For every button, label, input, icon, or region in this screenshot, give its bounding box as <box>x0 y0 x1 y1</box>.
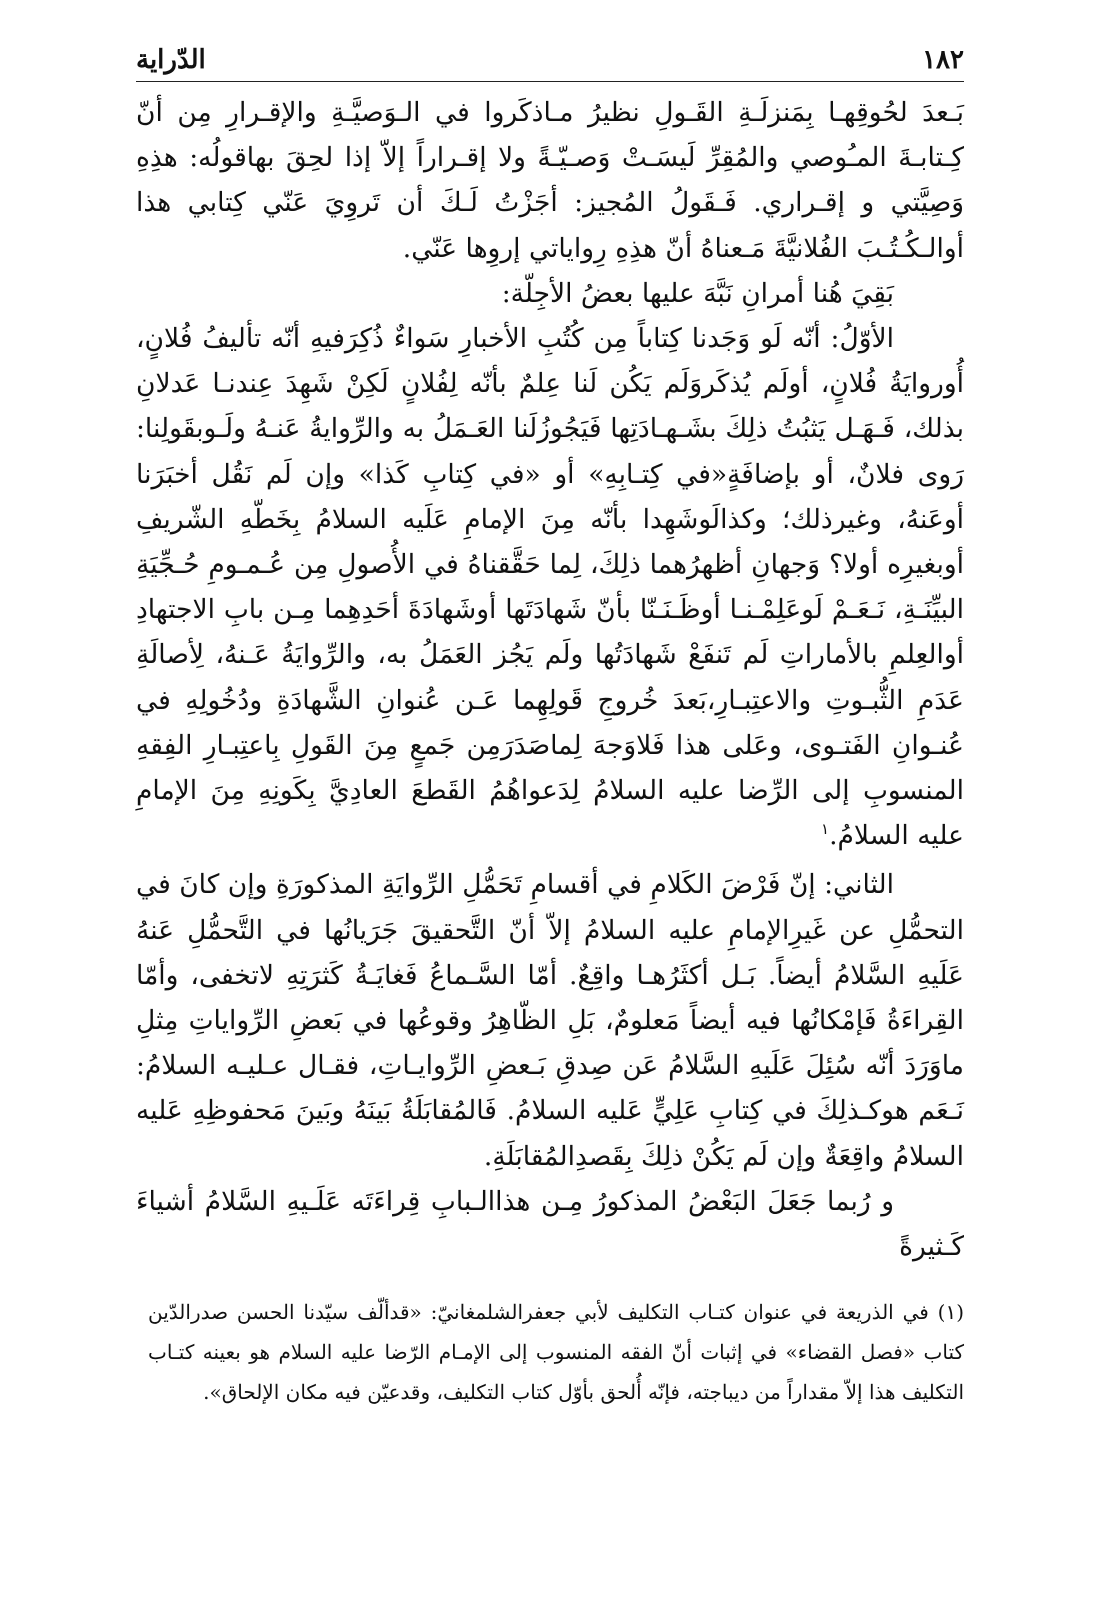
page-number: ١٨٢ <box>922 45 964 75</box>
paragraph-intro-two-matters: بَقِيَ هُنا أمرانِ نَبَّهَ عليها بعضُ الأجِلّة: <box>501 277 894 309</box>
paragraph-continuation: بَـعدَ لحُوقِهـا بِمَنزلَـةِ القَـولِ نظيرُ مـاذكَروا في الـوَصيَّـةِ والإقـرارِ مِن أنّ كِـتابـةَ المـُوصي والمُقِرِّ لَيسَـتْ وَصـيّـةً ولا إقـراراً إلاّ إذا لحِقَ بهاقولُه: هذِهِ وَصِيَّتي و إقـراري. فَـقَولُ المُجيز: أجَزْتُ لَـكَ أن تَروِيَ عَنّي كِتابي هذا أوالـكُـتُـبَ الفُلانيَّةَ مَـعناهُ أنّ هذِهِ رِواياتي إروِها عَنّي. <box>136 97 964 264</box>
footnote-1: (١) في الذريعة في عنوان كتـاب التكليف لأبي جعفرالشلمغانيّ: «قدألّف سيّدنا الحسن صدرالدّين كتاب «فصل القضاء» في إثبات أنّ الفقه المنسوب إلى الإمـام الرّضا عليه السلام هو بعينه كتـاب التكليف هذا إلاّ مقداراً من ديباجته، فإنّه أُلحق بأوّل كتاب التكليف، وقدعيّن فيه مكان الإلحاق». <box>148 1300 964 1404</box>
paragraph-continuation-end: و رُبما جَعَلَ البَعْضُ المذكورُ مِـن هذاالـبابِ قِراءَتَه عَلَـيهِ السَّلامُ أشياءَ كَـثيرةً <box>136 1185 964 1263</box>
running-head <box>136 38 964 82</box>
paragraph-first-matter <box>136 316 964 858</box>
footnotes <box>148 1292 964 1412</box>
body-text <box>136 90 964 1269</box>
footnote-reference: ١ <box>821 820 830 839</box>
paragraph-second-matter: الثاني: إنّ فَرْضَ الكَلامِ في أقسامِ تَحَمُّلِ الرِّوايَةِ المذكورَةِ وإن كانَ في التحمُّلِ عن غَيرِالإمامِ عليه السلامُ إلاّ أنّ التَّحقيقَ جَرَيانُها في التَّحمُّلِ عَنهُ عَلَيهِ السَّلامُ أيضاً. بَـل أكثَرُهـا واقِعٌ. أمّا السَّـماعُ فَغايَـةُ كَثرَتِهِ لاتخفى، وأمّا القِراءَةُ فَإمْكانُها فيه أيضاً مَعلومٌ، بَلِ الظّاهِرُ وقوعُها في بَعضِ الرِّواياتِ مِثلِ ماوَرَدَ أنّه سُئِلَ عَلَيهِ السَّلامُ عَن صِدقِ بَـعضِ الرِّوايـاتِ، فقـال عـليـه السلامُ: نَـعَم هوكـذلِكَ في كِتابِ عَلِيٍّ عَليه السلامُ. فَالمُقابَلَةُ بَينَهُ وبَينَ مَحفوظِهِ عَليه السلامُ واقِعَةٌ وإن لَم يَكُنْ ذلِكَ بِقَصدِالمُقابَلَةِ. <box>136 869 964 1172</box>
book-title: الدّراية <box>136 45 206 75</box>
paragraph-first-matter-text: الأوّلُ: أنّه لَو وَجَدنا كِتاباً مِن كُتُبِ الأخبارِ سَواءٌ ذُكِرَفيهِ أنّه تأليفُ فُلانٍ، أُوروايَةُ فُلانٍ، أولَم يُذكَروَلَم يَكُن لَنا عِلمٌ بأنّه لِفُلانٍ لَكِنْ شَهِدَ عِندنـا عَدلانِ بذلك، فَـهَـل يَثبُتُ ذلِكَ بشَـهـادَتِها فَيَجُوزُلَنا العَـمَلُ به والرِّوايةُ عَنـهُ ولَـوبقَولِنا: رَوى فلانٌ، أو بإضافَةٍ«في كِتـابِهِ» أو «في كِتابِ كَذا» وإن لَم نَقُل أخبَرَنا أوعَنهُ، وغيرذلك؛ وكذالَوشَهِدا بأنّه مِنَ الإمامِ عَلَيه السلامُ بِخَطّهِ الشّريفِ أوبغيرِه أولا؟ وَجهانِ أظهرُهما ذلِكَ، لِما حَقَّقناهُ في الأُصولِ مِن عُـمـومِ حُـجِّيَةِ البيِّنَـةِ، نَـعَـمْ لَوعَلِمْـنـا أوظَـنَـنّا بأنّ شَهادَتَها أوشَهادَةَ أحَدِهِما مِـن بابِ الاجتهادِ أوالعِلمِ بالأماراتِ لَم تَنفَعْ شَهادَتُها ولَم يَجُز العَمَلُ به، والرِّوايَةُ عَـنهُ، لِأصالَةِ عَدَمِ الثُّبـوتِ والاعتِبـارِ،بَعدَ خُروجِ قَولِهِما عَـن عُنوانِ الشَّهادَةِ ودُخُولِهِ في عُنـوانِ الفَتـوى، وعَلى هذا فَلاوَجهَ لِماصَدَرَمِن جَمعٍ مِنَ القَولِ بِاعتِبـارِ الفِقهِ المنسوبِ إلى الرِّضا عليه السلامُ لِدَعواهُمُ القَطعَ العادِيَّ بِكَونِهِ مِنَ الإمامِ عليه السلامُ. <box>136 323 964 852</box>
